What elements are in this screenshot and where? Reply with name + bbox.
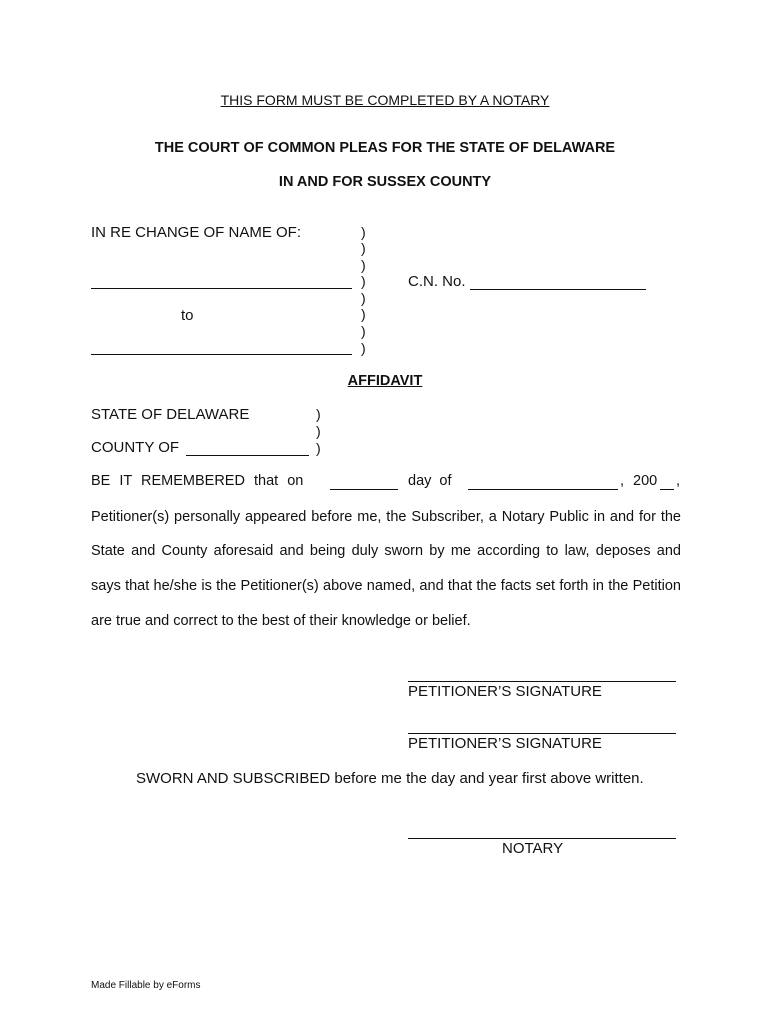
caption-paren: )	[361, 306, 366, 322]
year-field[interactable]	[660, 471, 674, 489]
footer-credit: Made Fillable by eForms	[91, 980, 201, 991]
court-title: THE COURT OF COMMON PLEAS FOR THE STATE OF DELAWARE	[154, 140, 616, 156]
caption-paren: )	[361, 323, 366, 339]
year-line	[660, 489, 674, 490]
petitioner-signature-field-1[interactable]	[408, 663, 676, 681]
venue-paren: )	[316, 423, 321, 439]
remembered-intro: BE IT REMEMBERED that on	[91, 473, 304, 489]
year-comma: ,	[676, 473, 681, 489]
to-label: to	[181, 307, 194, 324]
new-name-field[interactable]	[91, 336, 352, 354]
caption-paren: )	[361, 273, 366, 289]
venue-county-line	[186, 455, 309, 456]
caption-paren: )	[361, 240, 366, 256]
old-name-field[interactable]	[91, 270, 352, 288]
caption-paren: )	[361, 257, 366, 273]
affidavit-body-line: State and County aforesaid and being duly sworn by me according to law, deposes and	[91, 543, 681, 559]
year-prefix: 200	[633, 473, 658, 489]
notary-label: NOTARY	[502, 840, 564, 857]
caption-paren: )	[361, 224, 366, 240]
notary-signature-field[interactable]	[408, 820, 676, 838]
month-line	[468, 489, 618, 490]
venue-state: STATE OF DELAWARE	[91, 406, 250, 423]
date-day-line	[330, 489, 398, 490]
petitioner-signature-line-2	[408, 733, 676, 734]
petitioner-signature-field-2[interactable]	[408, 715, 676, 733]
affidavit-body-line: Petitioner(s) personally appeared before me, the Subscriber, a Notary Public in and for the	[91, 509, 681, 525]
affidavit-title: AFFIDAVIT	[347, 373, 423, 389]
caption-paren: )	[361, 340, 366, 356]
affidavit-body-line: are true and correct to the best of their knowledge or belief.	[91, 613, 471, 629]
in-re-label: IN RE CHANGE OF NAME OF:	[91, 224, 302, 241]
notary-notice: THIS FORM MUST BE COMPLETED BY A NOTARY	[220, 92, 550, 108]
sworn-statement: SWORN AND SUBSCRIBED before me the day and year first above written.	[136, 770, 644, 787]
venue-paren: )	[316, 440, 321, 456]
new-name-line	[91, 354, 352, 355]
venue-county-field[interactable]	[186, 437, 309, 455]
date-day-field[interactable]	[330, 471, 398, 489]
notary-signature-line	[408, 838, 676, 839]
day-of-label: day of	[408, 473, 452, 489]
petitioner-signature-label-1: PETITIONER’S SIGNATURE	[408, 683, 602, 700]
venue-county-label: COUNTY OF	[91, 439, 180, 456]
cn-label: C.N. No.	[408, 273, 466, 290]
petitioner-signature-label-2: PETITIONER’S SIGNATURE	[408, 735, 602, 752]
petitioner-signature-line-1	[408, 681, 676, 682]
cn-number-field[interactable]	[470, 271, 646, 289]
old-name-line	[91, 288, 352, 289]
month-field[interactable]	[468, 471, 618, 489]
affidavit-body-line: says that he/she is the Petitioner(s) above named, and that the facts set forth in the Petition	[91, 578, 681, 594]
caption-paren: )	[361, 290, 366, 306]
cn-number-line	[470, 289, 646, 290]
comma: ,	[620, 473, 625, 489]
venue-paren: )	[316, 406, 321, 422]
county-title: IN AND FOR SUSSEX COUNTY	[278, 174, 492, 190]
